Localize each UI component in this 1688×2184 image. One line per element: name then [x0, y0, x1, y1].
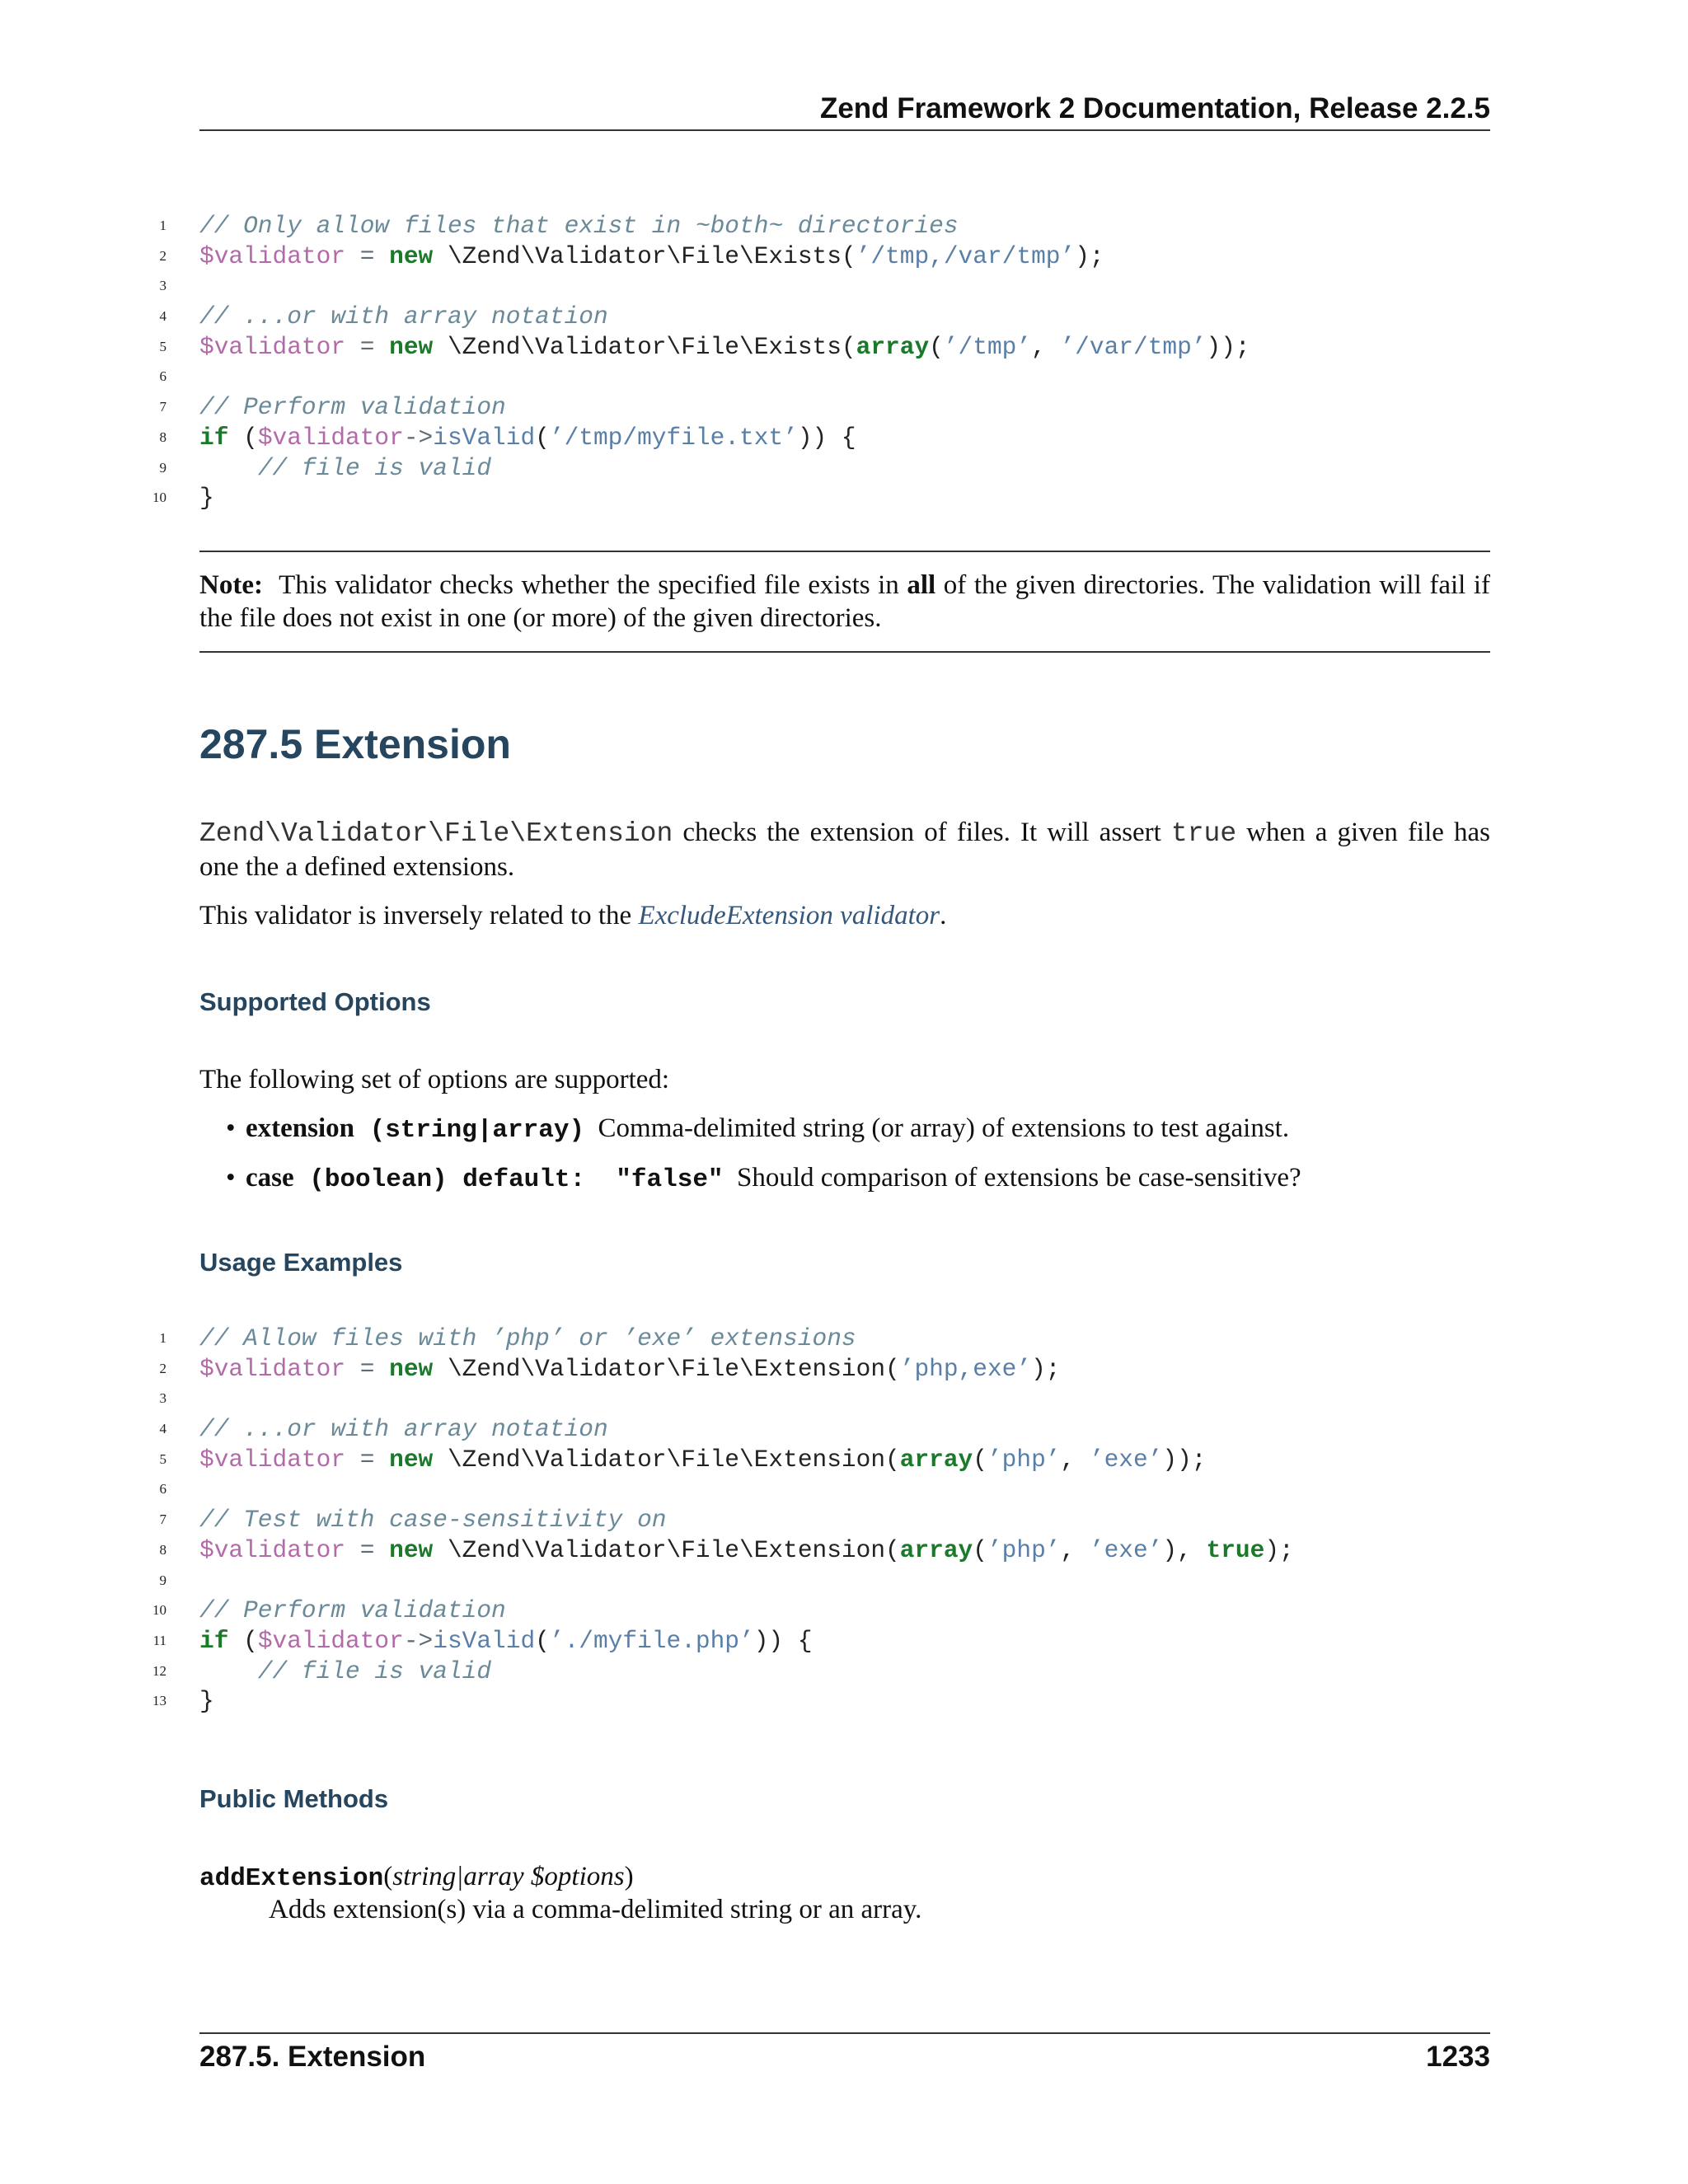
code-text: [199, 332, 1250, 363]
code-text: [199, 1324, 856, 1354]
line-number: 4: [159, 308, 166, 325]
code-token: );: [1031, 1354, 1061, 1383]
line-number: 1: [159, 1330, 166, 1346]
code-token: array: [899, 1445, 973, 1474]
code-token: =: [345, 332, 390, 361]
code-text: [199, 453, 491, 484]
code-token: }: [199, 1687, 214, 1716]
option-type: (string|array): [354, 1116, 585, 1145]
code-token: );: [1075, 241, 1104, 270]
code-line: [0, 1596, 1688, 1626]
code-token: array: [899, 1535, 973, 1564]
code-token: [199, 1657, 258, 1685]
line-number: 1: [159, 218, 166, 233]
code-token: (: [228, 423, 258, 452]
code-token: ’/tmp/myfile.txt’: [549, 423, 798, 452]
note-emphasis: all: [907, 570, 936, 600]
option-type: (boolean) default: "false": [293, 1165, 724, 1194]
code-line: [0, 1354, 1688, 1385]
code-token: \Zend\Validator\File\Exists(: [433, 241, 856, 270]
line-number: 6: [159, 368, 166, 385]
exclude-extension-link[interactable]: ExcludeExtension validator: [638, 901, 940, 930]
params-close: ): [624, 1862, 634, 1891]
code-line: [0, 271, 1688, 302]
code-token: ’/tmp,/var/tmp’: [856, 241, 1076, 270]
option-name: extension: [246, 1113, 354, 1143]
code-text: [199, 241, 1104, 272]
code-token: // ...or with array notation: [199, 302, 608, 331]
note-box: [199, 551, 1490, 653]
method-signature: [199, 1860, 634, 1896]
code-token: (: [929, 332, 944, 361]
code-token: ),: [1162, 1535, 1207, 1564]
code-text: [199, 1686, 214, 1717]
code-token: // Test with case-sensitivity on: [199, 1506, 667, 1535]
option-item-case: [226, 1161, 1490, 1197]
code-token: (: [535, 423, 550, 452]
option-name: case: [246, 1163, 294, 1193]
code-token: ,: [1060, 1445, 1090, 1474]
code-line: [0, 362, 1688, 392]
code-token: ’php’: [987, 1445, 1061, 1474]
note-text-before: This validator checks whether the specified file exists in: [279, 570, 907, 600]
code-line: [0, 1384, 1688, 1414]
line-number: 9: [159, 1572, 166, 1588]
code-line: [0, 453, 1688, 484]
code-token: ));: [1162, 1445, 1207, 1474]
bullet-icon: •: [226, 1163, 236, 1193]
code-text: [199, 1535, 1294, 1566]
code-token: )) {: [797, 423, 856, 452]
code-token: new: [389, 1535, 434, 1564]
code-text: [199, 1626, 813, 1657]
line-number: 10: [152, 490, 166, 506]
code-token: \Zend\Validator\File\Extension(: [433, 1445, 900, 1474]
code-line: [0, 1414, 1688, 1445]
code-token: if: [199, 423, 229, 452]
code-token: ->: [403, 423, 434, 452]
code-token: // Only allow files that exist in ~both~ directories: [199, 212, 959, 240]
code-line: [0, 1686, 1688, 1717]
line-number: 10: [152, 1602, 166, 1619]
option-desc: Should comparison of extensions be case-sensitive?: [737, 1163, 1301, 1193]
code-token: $validator: [199, 1535, 346, 1564]
code-token: (: [973, 1445, 987, 1474]
class-name-literal: Zend\Validator\File\Extension: [199, 818, 673, 849]
code-line: [0, 1535, 1688, 1566]
code-token: \Zend\Validator\File\Exists(: [433, 332, 856, 361]
code-text: [199, 1445, 1207, 1475]
code-token: $validator: [199, 1445, 346, 1474]
code-text: [199, 302, 608, 332]
intro-text-1: checks the extension of files. It will assert: [673, 818, 1171, 847]
method-name: addExtension: [199, 1864, 384, 1893]
code-token: ));: [1206, 332, 1250, 361]
code-text: [199, 1596, 506, 1626]
code-text: [199, 1505, 667, 1535]
code-token: // file is valid: [257, 1657, 492, 1685]
footer-rule: [199, 2032, 1490, 2034]
code-token: $validator: [199, 1354, 346, 1383]
code-line: [0, 332, 1688, 363]
code-text: [199, 1354, 1060, 1385]
code-token: array: [856, 332, 930, 361]
line-number: 2: [159, 247, 166, 264]
code-token: // file is valid: [257, 453, 492, 482]
intro-text-2: when a given file has one the a defined extensions.: [199, 818, 1490, 882]
code-token: \Zend\Validator\File\Extension(: [433, 1535, 900, 1564]
code-line: [0, 423, 1688, 453]
usage-examples-heading: Usage Examples: [199, 1248, 403, 1277]
code-token: }: [199, 484, 214, 513]
related-paragraph: [199, 899, 1490, 932]
line-number: 3: [159, 1390, 166, 1407]
code-token: (: [973, 1535, 987, 1564]
code-line: [0, 1324, 1688, 1354]
params-open: (: [383, 1862, 393, 1891]
line-number: 6: [159, 1481, 166, 1497]
running-header: Zend Framework 2 Documentation, Release 2.2.5: [819, 92, 1490, 124]
code-token: new: [389, 1354, 434, 1383]
options-lead: The following set of options are supported:: [199, 1065, 670, 1094]
code-token: ’php,exe’: [899, 1354, 1032, 1383]
method-params: string|array $options: [392, 1862, 625, 1891]
section-title: 287.5 Extension: [199, 721, 511, 767]
line-number: 2: [159, 1360, 166, 1376]
note-text-after: of the given directories. The validation will fail if the file does not exist in one (or more) of the given directories.: [199, 570, 1491, 633]
supported-options-heading: Supported Options: [199, 987, 431, 1016]
code-block-extension: [0, 1324, 1688, 1717]
footer-section-ref: 287.5. Extension: [199, 2041, 426, 2073]
code-token: // Perform validation: [199, 1596, 506, 1625]
code-token: );: [1264, 1535, 1294, 1564]
code-text: [199, 392, 506, 423]
code-token: =: [345, 1535, 390, 1564]
code-line: [0, 1474, 1688, 1505]
code-text: [199, 423, 856, 453]
code-token: ’exe’: [1089, 1445, 1163, 1474]
code-line: [0, 483, 1688, 513]
line-number: 5: [159, 1451, 166, 1467]
code-token: ’php’: [987, 1535, 1061, 1564]
line-number: 8: [159, 1541, 166, 1558]
option-desc: Comma-delimited string (or array) of extensions to test against.: [598, 1113, 1290, 1143]
intro-paragraph: [199, 816, 1490, 883]
bullet-icon: •: [226, 1113, 236, 1143]
code-token: isValid: [433, 1626, 536, 1655]
code-token: ’/var/tmp’: [1060, 332, 1207, 361]
header-rule: [199, 129, 1490, 131]
code-block-exists: [0, 211, 1688, 513]
true-literal: true: [1170, 818, 1237, 849]
code-token: $validator: [257, 423, 404, 452]
code-line: [0, 211, 1688, 241]
code-text: [199, 1657, 491, 1687]
code-text: [199, 211, 959, 241]
note-label: Note:: [199, 570, 263, 600]
code-token: if: [199, 1626, 229, 1655]
code-token: ’exe’: [1089, 1535, 1163, 1564]
code-line: [0, 1657, 1688, 1687]
code-token: (: [228, 1626, 258, 1655]
method-description: Adds extension(s) via a comma-delimited string or an array.: [269, 1895, 922, 1924]
code-token: =: [345, 1445, 390, 1474]
code-token: ->: [403, 1626, 434, 1655]
line-number: 13: [152, 1693, 166, 1709]
code-token: $validator: [257, 1626, 404, 1655]
code-line: [0, 1445, 1688, 1475]
code-token: )) {: [753, 1626, 813, 1655]
line-number: 12: [152, 1662, 166, 1679]
code-token: new: [389, 332, 434, 361]
line-number: 7: [159, 399, 166, 415]
code-token: true: [1206, 1535, 1265, 1564]
code-text: [199, 1414, 608, 1445]
code-token: // Allow files with ’php’ or ’exe’ extensions: [199, 1324, 856, 1352]
line-number: 9: [159, 459, 166, 476]
code-token: \Zend\Validator\File\Extension(: [433, 1354, 900, 1383]
line-number: 8: [159, 429, 166, 445]
code-token: =: [345, 241, 390, 270]
code-token: new: [389, 1445, 434, 1474]
code-token: isValid: [433, 423, 536, 452]
code-token: (: [535, 1626, 550, 1655]
code-token: =: [345, 1354, 390, 1383]
line-number: 11: [152, 1632, 166, 1648]
line-number: 5: [159, 338, 166, 354]
code-token: new: [389, 241, 434, 270]
code-text: [199, 483, 214, 513]
code-line: [0, 392, 1688, 423]
code-token: $validator: [199, 332, 346, 361]
code-line: [0, 302, 1688, 332]
code-line: [0, 1505, 1688, 1535]
code-token: ,: [1060, 1535, 1090, 1564]
line-number: 4: [159, 1421, 166, 1437]
related-before: This validator is inversely related to the: [199, 901, 639, 930]
code-token: // Perform validation: [199, 393, 506, 422]
code-line: [0, 1566, 1688, 1596]
option-item-extension: [226, 1112, 1490, 1147]
page-number: 1233: [1426, 2041, 1490, 2073]
related-after: .: [940, 901, 947, 930]
line-number: 3: [159, 278, 166, 294]
code-token: ’./myfile.php’: [549, 1626, 754, 1655]
code-token: ,: [1031, 332, 1061, 361]
code-line: [0, 1626, 1688, 1657]
public-methods-heading: Public Methods: [199, 1784, 389, 1813]
code-token: $validator: [199, 241, 346, 270]
code-line: [0, 241, 1688, 272]
code-token: ’/tmp’: [943, 332, 1032, 361]
code-token: // ...or with array notation: [199, 1415, 608, 1444]
code-token: [199, 454, 258, 482]
line-number: 7: [159, 1511, 166, 1528]
